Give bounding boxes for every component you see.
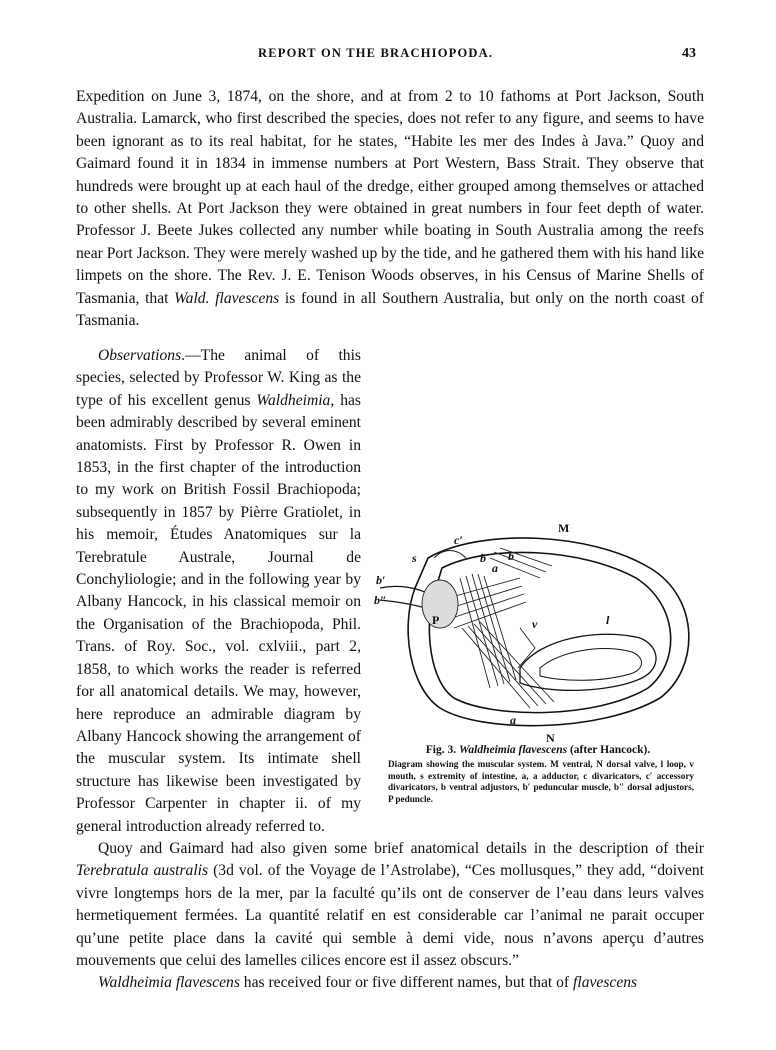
figure-caption [370,744,706,805]
para1-italic: Wald. flavescens [174,289,280,307]
label-b-double-prime: b″ [374,593,387,607]
muscle-adjustor [462,622,554,708]
caption-prefix: Fig. 3. [425,744,457,756]
loop [520,634,656,690]
running-title: REPORT ON THE BRACHIOPODA. [258,46,494,60]
paragraph-1 [76,86,704,332]
label-l: l [606,613,610,627]
para4-italic-a: Waldheimia flavescens [98,974,240,992]
label-v: v [532,617,538,631]
label-s: s [412,551,417,565]
para2-lead: Observations [98,347,182,364]
para3-text-a: Quoy and Gaimard had also given some brief anatomical details in the description of their [98,839,704,857]
label-b-prime: b′ [376,573,386,587]
label-n: N [546,731,555,744]
page-number: 43 [682,46,696,61]
mouth [518,628,535,668]
label-b-2: b [508,549,514,563]
para1-text-end: is found in all Southern Australia, but only on the north coast of Tasmania. [76,289,704,330]
para2-text-a: .—The animal of this species, selected by Professor W. King as the type of his excellent genus [76,347,361,409]
figure-diagram [370,518,706,744]
para3-species: Terebratula australis [76,862,209,880]
label-m: M [558,521,570,535]
peduncle-body [422,580,458,628]
para2-text-b: , has been admirably described by several eminent anatomists. First by Professor R. Owen in 1853, in the first chapter of the introduction to my work on British Fossil Brachiopoda; subsequently in 1857 by Pièrre Gratiolet, in his memoir, Études Anatomiques sur la Terebratule Australe, Journal de Conchyliologie; and in the following year by Albany Hancock, in his classical memoir on the Organisation of the Brachiopoda, Phil. Trans. of Roy. Soc., vol. cxlviii., part 2, 1858, to which works the reader is referred for all anatomical details. We may, however, here reproduce an admirable diagram by Albany Hancock showing the arrangement of the muscular system. Its intimate shell structure has likewise been investigated by Professor Carpenter in chapter ii. of my general introduction already referred to. [76,391,361,835]
caption-suffix: (after Hancock). [569,744,651,756]
para4-italic-b: flavescens [573,974,638,992]
para2-genus: Waldheimia [256,391,331,409]
outer-shell-outline [408,538,689,726]
label-b-1: b [480,551,486,565]
label-a-2: a [510,713,516,727]
page-header [0,44,776,68]
para1-text: Expedition on June 3, 1874, on the shore, and at from 2 to 10 fathoms at Port Jackson, South Australia. Lamarck, who first described the species, does not refer to any figure, and seems to have been ignorant as to its real habitat, for he states, “Habite les mer des Indes à Java.” Quoy and Gaimard found it in 1834 in immense numbers at Port Western, Bass Strait. They observe that hundreds were brought up at each haul of the dredge, either grouped among themselves or attached to other shells. At Port Jackson they were obtained in great numbers in four feet depth of water. Professor J. Beete Jukes collected any number while boating in South Australia among the reefs near Port Jackson. They were merely washed up by the tide, and he gathered them with his hand like limpets on the shore. The Rev. J. E. Tenison Woods observes, in his Census of Marine Shells of Tasmania, that [76,88,704,307]
label-p: P [432,613,440,627]
caption-body: Diagram showing the muscular system. M ventral, N dorsal valve, l loop, v mouth, s extremity of intestine, a, a adductor, c divaricators, c′ accessory divaricators, b ventral adjustors, b′ peduncular muscle, b″ dorsal adjustors, P peduncle. [388,759,694,804]
para4-text: has received four or five different names, but that of [239,974,574,992]
label-c-prime: c′ [454,533,463,547]
brachiopod-muscle-diagram [370,518,706,744]
para3-text-b: (3d vol. of the Voyage de l’Astrolabe), “Ces mollusques,” they add, “doivent vivre longtemps hors de la mer, par la faculté qu’ils ont de conserver de l’eau dans leurs valves hermetiquement fermées. La quantité relatif en est considerable car l’animal ne parait occuper qu’une petite place dans la cavité qui semble à demi vide, nous n’avons aperçu d’autres mouvements que celui des lamelles cilices encore est il assez obscurs.” [76,862,704,969]
label-a-1: a [492,561,498,575]
caption-species: Waldheimia flavescens [459,744,568,756]
loop-inner [540,649,642,681]
intestine [434,551,466,559]
